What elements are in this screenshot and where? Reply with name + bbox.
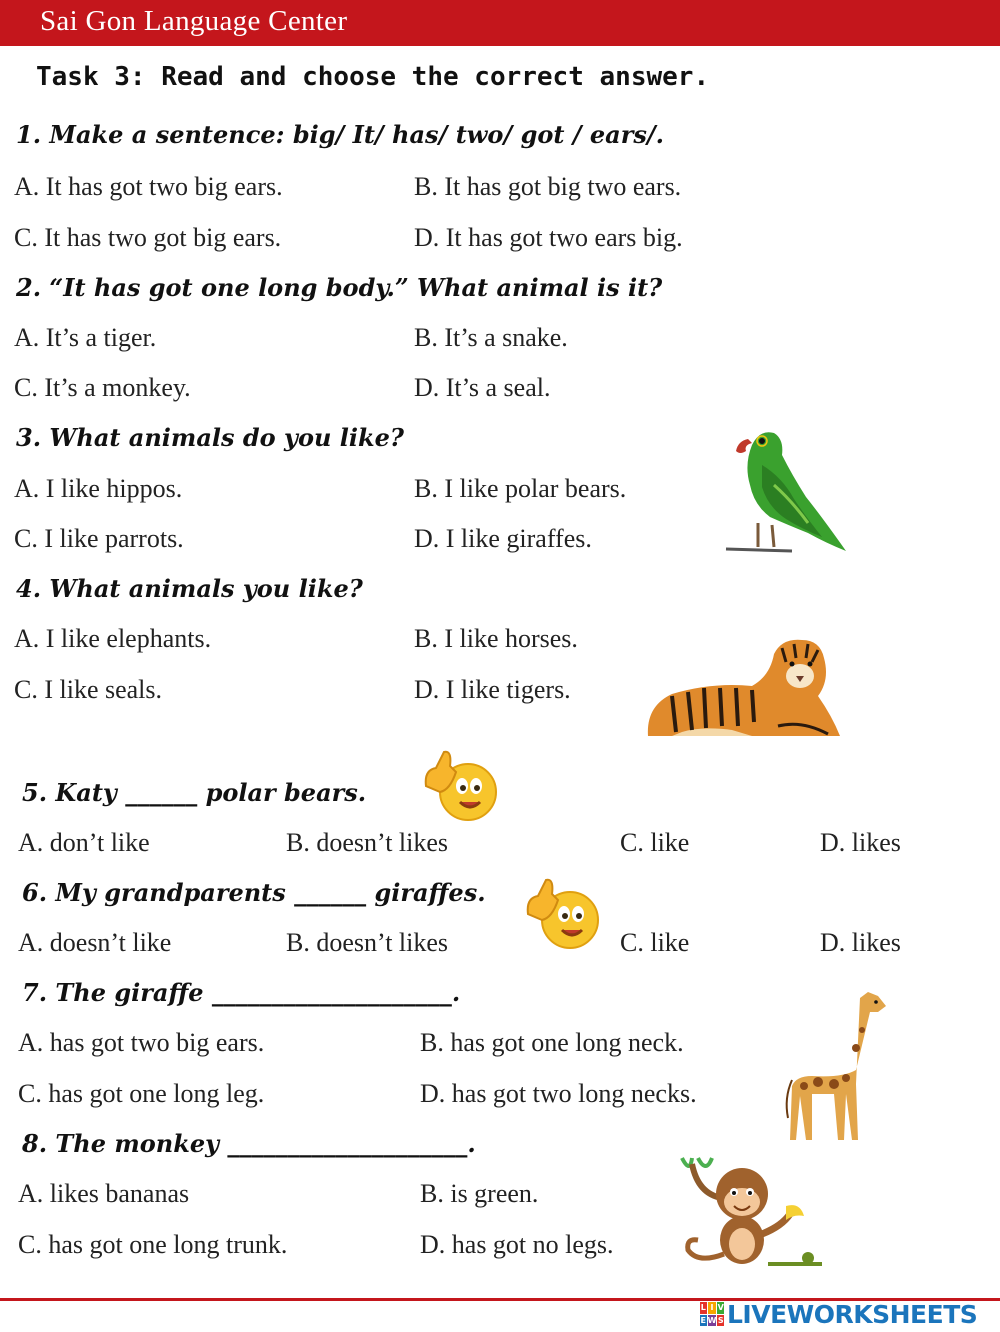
q7-option-b[interactable]: B. has got one long neck. xyxy=(420,1028,684,1057)
q3-option-b[interactable]: B. I like polar bears. xyxy=(414,474,627,503)
thumbs-up-emoji-2 xyxy=(522,874,602,954)
tiger-illustration xyxy=(642,636,842,740)
q8-option-d[interactable]: D. has got no legs. xyxy=(420,1230,614,1259)
q8-option-b[interactable]: B. is green. xyxy=(420,1179,539,1208)
q4-option-c[interactable]: C. I like seals. xyxy=(14,675,163,704)
question-2: 2. “It has got one long body.” What animal is it? xyxy=(16,273,663,302)
question-4: 4. What animals you like? xyxy=(16,574,363,603)
q1-option-a[interactable]: A. It has got two big ears. xyxy=(14,172,283,201)
q8-option-c[interactable]: C. has got one long trunk. xyxy=(18,1230,288,1259)
q1-option-c[interactable]: C. It has two got big ears. xyxy=(14,223,282,252)
q5-option-b[interactable]: B. doesn’t likes xyxy=(286,828,449,857)
q4-option-a[interactable]: A. I like elephants. xyxy=(14,624,212,653)
q5-option-d[interactable]: D. likes xyxy=(820,828,901,857)
q7-option-a[interactable]: A. has got two big ears. xyxy=(18,1028,265,1057)
q8-option-a[interactable]: A. likes bananas xyxy=(18,1179,190,1208)
question-5: 5. Katy ______ polar bears. xyxy=(22,778,367,807)
q2-option-b[interactable]: B. It’s a snake. xyxy=(414,323,568,352)
question-1: 1. Make a sentence: big/ It/ has/ two/ got / ears/. xyxy=(16,120,665,149)
q4-option-b[interactable]: B. I like horses. xyxy=(414,624,578,653)
q7-option-c[interactable]: C. has got one long leg. xyxy=(18,1079,265,1108)
liveworksheets-icon: L I V E W S xyxy=(700,1303,724,1325)
q6-option-a[interactable]: A. doesn’t like xyxy=(18,928,172,957)
q4-option-d[interactable]: D. I like tigers. xyxy=(414,675,571,704)
q1-option-b[interactable]: B. It has got big two ears. xyxy=(414,172,682,201)
q1-option-d[interactable]: D. It has got two ears big. xyxy=(414,223,683,252)
q6-option-d[interactable]: D. likes xyxy=(820,928,901,957)
q7-option-d[interactable]: D. has got two long necks. xyxy=(420,1079,697,1108)
question-3: 3. What animals do you like? xyxy=(16,423,404,452)
q2-option-a[interactable]: A. It’s a tiger. xyxy=(14,323,157,352)
q6-option-c[interactable]: C. like xyxy=(620,928,690,957)
monkey-illustration xyxy=(678,1154,824,1276)
q3-option-a[interactable]: A. I like hippos. xyxy=(14,474,183,503)
parrot-illustration xyxy=(722,425,852,557)
liveworksheets-logo xyxy=(700,1300,995,1328)
question-6: 6. My grandparents ______ giraffes. xyxy=(22,878,486,907)
task-title: Task 3: Read and choose the correct answer. xyxy=(36,62,710,92)
q3-option-d[interactable]: D. I like giraffes. xyxy=(414,524,592,553)
q2-option-d[interactable]: D. It’s a seal. xyxy=(414,373,551,402)
giraffe-illustration xyxy=(782,990,892,1142)
q5-option-a[interactable]: A. don’t like xyxy=(18,828,150,857)
thumbs-up-emoji-1 xyxy=(420,746,500,826)
center-name: Sai Gon Language Center xyxy=(40,5,348,37)
q6-option-b[interactable]: B. doesn’t likes xyxy=(286,928,449,957)
q3-option-c[interactable]: C. I like parrots. xyxy=(14,524,184,553)
q2-option-c[interactable]: C. It’s a monkey. xyxy=(14,373,191,402)
question-7: 7. The giraffe ____________________. xyxy=(22,978,461,1007)
question-8: 8. The monkey ____________________. xyxy=(22,1129,476,1158)
liveworksheets-wordmark: LIVEWORKSHEETS xyxy=(727,1299,978,1329)
q5-option-c[interactable]: C. like xyxy=(620,828,690,857)
